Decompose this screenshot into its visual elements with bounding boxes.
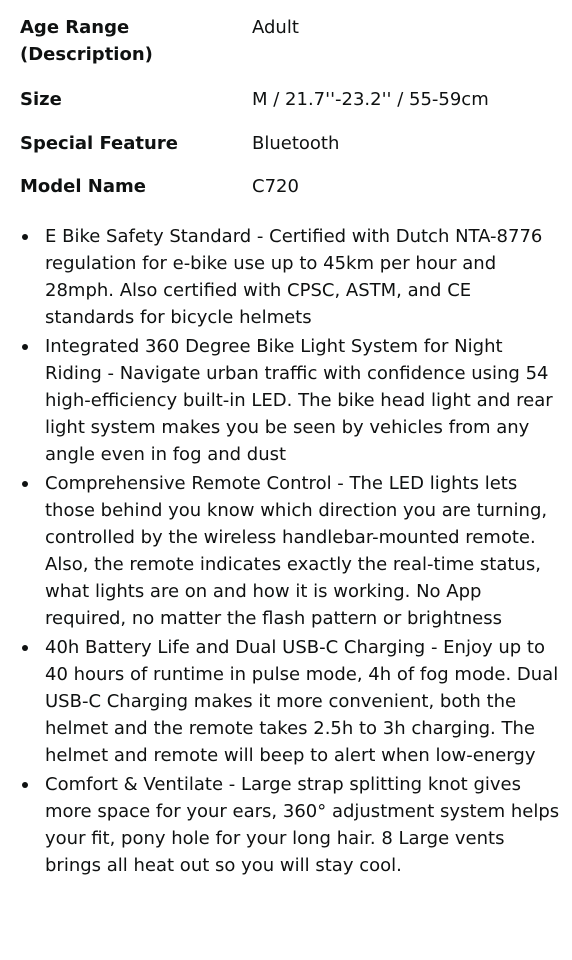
feature-bullet-text: Integrated 360 Degree Bike Light System for Night Riding - Navigate urban traffic with confidence using 54 high-efficiency built-in LED. The bike head light and rear light system makes you be seen by vehicles from any angle even in fog and dust	[45, 336, 553, 465]
spec-row-model-name	[20, 173, 560, 213]
product-specs-table	[20, 14, 560, 213]
feature-bullet-list	[0, 223, 572, 881]
bullet-dot-icon	[22, 344, 28, 350]
spec-label: Special Feature	[20, 133, 178, 154]
spec-value: Bluetooth	[252, 133, 340, 154]
spec-label	[20, 14, 252, 68]
feature-bullet	[0, 223, 572, 331]
feature-bullet-text: 40h Battery Life and Dual USB-C Charging - Enjoy up to 40 hours of runtime in pulse mode, 4h of fog mode. Dual USB-C Charging makes it more convenient, both the helmet and the remote takes 2.5h to 3h charging. The helmet and remote will beep to alert when low-energy	[45, 637, 559, 766]
feature-bullet	[0, 771, 572, 879]
spec-row-age-range	[20, 14, 560, 86]
bullet-dot-icon	[22, 481, 28, 487]
bullet-dot-icon	[22, 645, 28, 651]
feature-bullet-text: E Bike Safety Standard - Certified with Dutch NTA-8776 regulation for e-bike use up to 45km per hour and 28mph. Also certified with CPSC, ASTM, and CE standards for bicycle helmets	[45, 226, 543, 328]
feature-bullet-text: Comfort & Ventilate - Large strap splitting knot gives more space for your ears, 360° adjustment system helps your fit, pony hole for your long hair. 8 Large vents brings all heat out so you will stay cool.	[45, 774, 560, 876]
spec-row-special-feature	[20, 130, 560, 173]
bullet-dot-icon	[22, 782, 28, 788]
spec-label-line: Age Range	[20, 17, 130, 38]
spec-value: C720	[252, 176, 299, 197]
feature-bullet	[0, 470, 572, 632]
bullet-dot-icon	[22, 234, 28, 240]
spec-label: Model Name	[20, 176, 146, 197]
feature-bullet-text: Comprehensive Remote Control - The LED lights lets those behind you know which direction you are turning, controlled by the wireless handlebar-mounted remote. Also, the remote indicates exactly the real-time status, what lights are on and how it is working. No App required, no matter the flash pattern or brightness	[45, 473, 548, 629]
spec-value: Adult	[252, 17, 299, 38]
feature-bullet	[0, 333, 572, 468]
spec-value: M / 21.7''-23.2'' / 55-59cm	[252, 89, 489, 110]
spec-row-size	[20, 86, 560, 130]
spec-label-line: (Description)	[20, 44, 153, 65]
spec-label: Size	[20, 89, 62, 110]
feature-bullet	[0, 634, 572, 769]
